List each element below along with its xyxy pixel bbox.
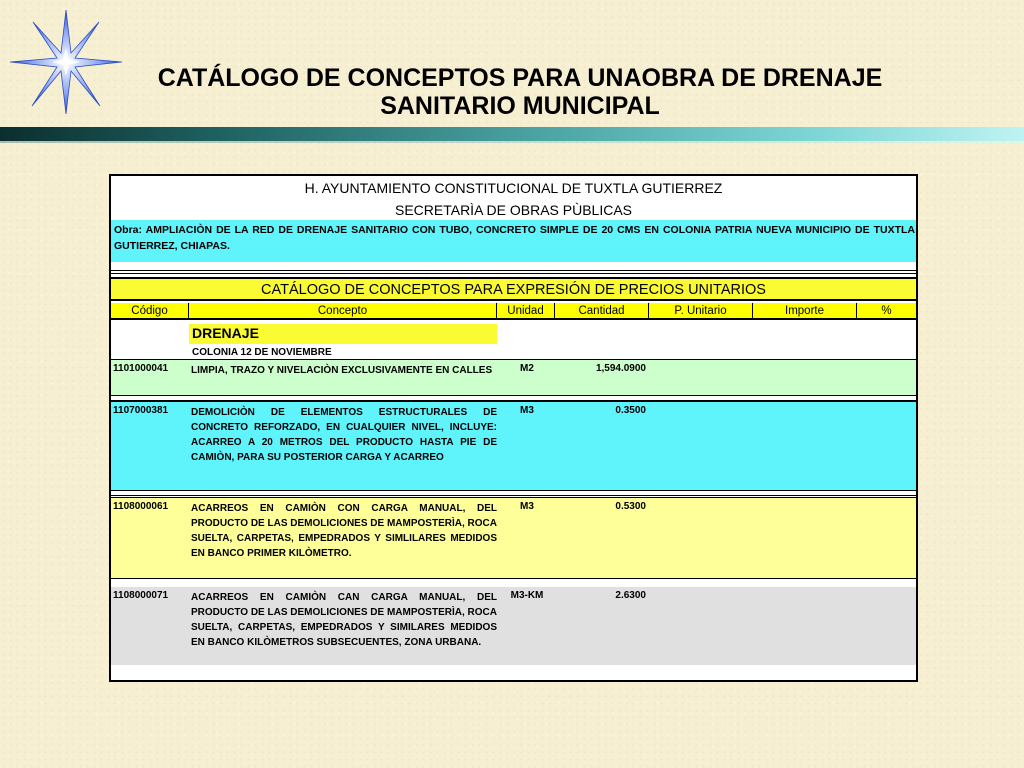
- colonia-label: COLONIA 12 DE NOVIEMBRE: [192, 347, 332, 358]
- row-concept: ACARREOS EN CAMIÒN CAN CARGA MANUAL, DEL PRODUCTO DE LAS DEMOLICIONES DE MAMPOSTERÌA, ROCA SUELTA, CARPETAS, EMPEDRADOS Y SIMILARES MEDIDOS EN BANCO KILÒMETROS SUBSECUENTES, ZONA URBANA.: [191, 592, 497, 648]
- row-code: 1107000381: [113, 405, 169, 416]
- table-row: [111, 497, 916, 578]
- separator: [111, 270, 916, 271]
- table-row: [111, 359, 916, 395]
- department-name: SECRETARÌA DE OBRAS PÙBLICAS: [394, 202, 633, 218]
- column-header-concepto: Concepto: [189, 303, 497, 320]
- column-header-precio-unitario: P. Unitario: [649, 303, 753, 320]
- row-quantity: 0.5300: [615, 501, 646, 512]
- header-rule: [0, 127, 1024, 141]
- row-concept: DEMOLICIÒN DE ELEMENTOS ESTRUCTURALES DE CONCRETO REFORZADO, EN CUALQUIER NIVEL, INCLUYE: ACARREO A 20 METROS DEL PRODUCTO HASTA PIE DE CAMIÒN, PARA SU POSTERIOR CARGA Y ACARREO: [191, 407, 497, 463]
- row-concept: ACARREOS EN CAMIÒN CON CARGA MANUAL, DEL PRODUCTO DE LAS DEMOLICIONES DE MAMPOSTERÌA, ROCA SUELTA, CARPETAS, EMPEDRADOS Y SIMLILARES MEDIDOS EN BANCO PRIMER KILÒMETRO.: [191, 503, 497, 559]
- obra-description: [111, 220, 916, 262]
- table-row: [111, 587, 916, 665]
- separator: [111, 273, 916, 274]
- header-rule-shadow: [0, 141, 1024, 143]
- row-quantity: 1,594.0900: [595, 363, 646, 374]
- row-code: 1108000061: [113, 501, 169, 512]
- column-header-importe: Importe: [753, 303, 857, 320]
- row-code: 1108000071: [113, 590, 169, 601]
- row-quantity: 0.3500: [615, 405, 646, 416]
- column-header-cantidad: Cantidad: [555, 303, 649, 320]
- row-unit: M2: [520, 363, 534, 374]
- row-quantity: 2.6300: [615, 590, 646, 601]
- organization-name: H. AYUNTAMIENTO CONSTITUCIONAL DE TUXTLA GUTIERREZ: [304, 180, 723, 196]
- obra-text: AMPLIACIÒN DE LA RED DE DRENAJE SANITARIO CON TUBO, CONCRETO SIMPLE DE 20 CMS EN COLONIA PATRIA NUEVA MUNICIPIO DE TUXTLA GUTIERREZ, CHIAPAS.: [114, 224, 915, 252]
- row-unit: M3: [520, 501, 534, 512]
- row-code: 1101000041: [113, 363, 169, 374]
- star-icon: [8, 8, 126, 116]
- catalog-title: CATÁLOGO DE CONCEPTOS PARA EXPRESIÓN DE PRECIOS UNITARIOS: [111, 277, 916, 301]
- row-unit: M3: [520, 405, 534, 416]
- catalog-table: [109, 174, 918, 682]
- row-separator: [111, 490, 916, 496]
- column-header-unidad: Unidad: [497, 303, 555, 320]
- page-title: CATÁLOGO DE CONCEPTOS PARA UNAOBRA DE DRENAJE SANITARIO MUNICIPAL: [157, 64, 883, 120]
- row-concept: LIMPIA, TRAZO Y NIVELACIÒN EXCLUSIVAMENTE EN CALLES: [191, 365, 493, 376]
- table-row: [111, 401, 916, 490]
- column-header-codigo: Código: [111, 303, 189, 320]
- row-separator: [111, 578, 916, 579]
- obra-label: Obra:: [114, 224, 143, 236]
- column-header-porcentaje: %: [857, 303, 916, 320]
- section-label: DRENAJE: [189, 324, 497, 344]
- row-unit: M3-KM: [510, 590, 544, 601]
